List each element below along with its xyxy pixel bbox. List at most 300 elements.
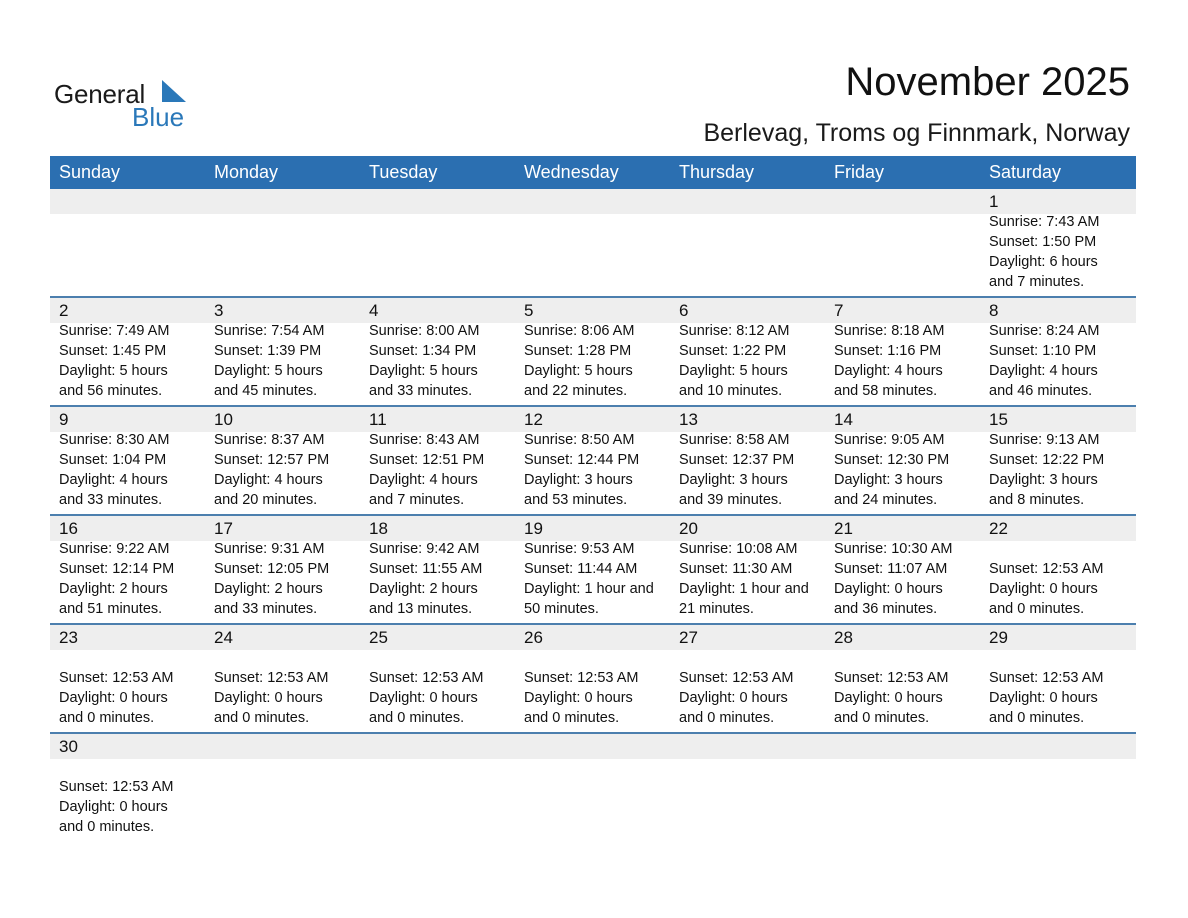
daylight-minutes-text xyxy=(524,817,670,837)
sunrise-text: Sunrise: 8:30 AM xyxy=(59,432,170,448)
brand-triangle-icon xyxy=(158,80,188,104)
sunrise-text xyxy=(214,212,360,232)
sun-info xyxy=(679,430,825,510)
daylight-text xyxy=(679,797,825,817)
daylight-text: Daylight: 2 hours xyxy=(214,581,323,597)
calendar-week-row xyxy=(50,516,1136,625)
day-cell xyxy=(360,625,515,734)
day-number: 25 xyxy=(369,628,388,647)
day-cell xyxy=(825,625,980,734)
day-number xyxy=(834,191,980,212)
sunrise-text xyxy=(524,648,670,668)
day-cell xyxy=(980,298,1136,407)
sun-info xyxy=(369,539,515,619)
daylight-minutes-text: 21 minutes. xyxy=(679,601,754,617)
brand-word-blue: Blue xyxy=(132,102,185,132)
sunset-text: Sunset: 1:39 PM xyxy=(214,343,322,359)
day-cell xyxy=(825,516,980,625)
daylight-text: Daylight: 0 hours xyxy=(214,690,323,706)
sunrise-text xyxy=(59,757,205,777)
day-number: 21 xyxy=(834,519,853,538)
day-cell xyxy=(205,189,360,298)
sun-info xyxy=(834,430,980,510)
day-number: 14 xyxy=(834,410,853,429)
day-cell xyxy=(205,625,360,734)
daylight-text: Daylight: 5 hours xyxy=(524,363,633,379)
sun-info xyxy=(59,539,205,619)
day-cell xyxy=(670,516,825,625)
daylight-minutes-text: and 39 minutes. xyxy=(679,492,783,508)
day-cell xyxy=(515,734,670,843)
sunrise-text xyxy=(679,648,825,668)
daylight-minutes-text: and 0 minutes. xyxy=(524,710,620,726)
sunrise-text xyxy=(369,648,515,668)
calendar-weeks xyxy=(50,189,1136,843)
day-cell xyxy=(360,734,515,843)
location-subtitle: Berlevag, Troms og Finnmark, Norway xyxy=(703,119,1130,147)
sun-info xyxy=(989,430,1136,510)
daylight-text xyxy=(369,797,515,817)
sun-info xyxy=(214,648,360,728)
sunrise-text: Sunrise: 7:54 AM xyxy=(214,323,325,339)
daylight-text: Daylight: 0 hours xyxy=(989,690,1098,706)
sun-info xyxy=(369,757,515,837)
daylight-text: Daylight: 5 hours xyxy=(679,363,788,379)
sunset-text: Sunset: 12:37 PM xyxy=(679,452,795,468)
day-cell xyxy=(980,407,1136,516)
daylight-minutes-text: and 7 minutes. xyxy=(989,274,1085,290)
sun-info xyxy=(679,539,825,619)
sunrise-text: Sunrise: 8:00 AM xyxy=(369,323,480,339)
sun-info xyxy=(214,212,360,292)
calendar-week-row xyxy=(50,298,1136,407)
sun-info xyxy=(989,757,1136,837)
sunrise-text xyxy=(679,212,825,232)
daylight-text xyxy=(524,797,670,817)
sunrise-text: Sunrise: 8:06 AM xyxy=(524,323,635,339)
daylight-minutes-text xyxy=(989,817,1136,837)
sunset-text xyxy=(59,232,205,252)
daylight-minutes-text: and 46 minutes. xyxy=(989,383,1093,399)
day-number xyxy=(834,736,980,757)
sun-info xyxy=(989,648,1136,728)
day-cell xyxy=(50,625,205,734)
page-title: November 2025 xyxy=(845,60,1130,104)
sun-info xyxy=(369,430,515,510)
daylight-text: Daylight: 4 hours xyxy=(214,472,323,488)
day-cell xyxy=(515,625,670,734)
sunrise-text: Sunrise: 10:30 AM xyxy=(834,541,953,557)
weekday-thursday: Thursday xyxy=(679,162,755,182)
day-number: 3 xyxy=(214,301,224,320)
sunset-text: Sunset: 1:04 PM xyxy=(59,452,167,468)
day-number: 24 xyxy=(214,628,233,647)
day-cell xyxy=(50,298,205,407)
sunrise-text xyxy=(989,648,1136,668)
daylight-minutes-text: and 0 minutes. xyxy=(989,601,1085,617)
sun-info xyxy=(524,321,670,401)
sunset-text: Sunset: 1:34 PM xyxy=(369,343,477,359)
daylight-minutes-text xyxy=(524,272,670,292)
daylight-minutes-text: and 22 minutes. xyxy=(524,383,628,399)
day-number xyxy=(59,191,205,212)
sunset-text xyxy=(369,232,515,252)
week-cells xyxy=(50,625,1136,734)
day-cell xyxy=(50,516,205,625)
sunrise-text xyxy=(524,757,670,777)
daylight-minutes-text: and 0 minutes. xyxy=(59,819,155,835)
sunset-text: Sunset: 12:22 PM xyxy=(989,452,1105,468)
weekday-header xyxy=(50,156,1136,189)
day-number: 29 xyxy=(989,628,1008,647)
daylight-minutes-text: and 0 minutes. xyxy=(989,710,1085,726)
daylight-minutes-text: and 0 minutes. xyxy=(214,710,310,726)
sunset-text: Sunset: 1:50 PM xyxy=(989,234,1097,250)
sunset-text: Sunset: 12:53 AM xyxy=(679,670,794,686)
day-number: 17 xyxy=(214,519,233,538)
day-cell xyxy=(980,625,1136,734)
sunrise-text: Sunrise: 9:22 AM xyxy=(59,541,170,557)
sunset-text: Sunset: 1:45 PM xyxy=(59,343,167,359)
sun-info xyxy=(369,212,515,292)
day-cell xyxy=(825,189,980,298)
daylight-text: Daylight: 5 hours xyxy=(369,363,478,379)
sun-info xyxy=(834,321,980,401)
day-cell xyxy=(515,189,670,298)
sun-info xyxy=(59,757,205,837)
day-number: 26 xyxy=(524,628,543,647)
daylight-minutes-text: and 24 minutes. xyxy=(834,492,938,508)
sun-info xyxy=(214,757,360,837)
day-number: 23 xyxy=(59,628,78,647)
sun-info xyxy=(679,757,825,837)
calendar-week-row xyxy=(50,407,1136,516)
sun-info xyxy=(524,757,670,837)
sunset-text: Sunset: 11:30 AM xyxy=(679,561,793,577)
weekday-friday: Friday xyxy=(834,162,885,182)
daylight-minutes-text: and 7 minutes. xyxy=(369,492,465,508)
day-number: 15 xyxy=(989,410,1008,429)
day-number: 30 xyxy=(59,737,78,756)
sunrise-text xyxy=(989,539,1136,559)
sunrise-text: Sunrise: 8:43 AM xyxy=(369,432,480,448)
sunset-text xyxy=(524,777,670,797)
sunrise-text xyxy=(59,212,205,232)
day-cell xyxy=(50,407,205,516)
daylight-text: Daylight: 3 hours xyxy=(834,472,943,488)
sunset-text: Sunset: 12:53 AM xyxy=(834,670,949,686)
day-cell xyxy=(825,407,980,516)
daylight-minutes-text: and 13 minutes. xyxy=(369,601,473,617)
sun-info xyxy=(834,757,980,837)
daylight-minutes-text xyxy=(59,272,205,292)
sunrise-text: Sunrise: 9:53 AM xyxy=(524,541,635,557)
day-number xyxy=(369,736,515,757)
sunset-text: Sunset: 1:28 PM xyxy=(524,343,632,359)
daylight-text xyxy=(214,797,360,817)
sunrise-text: Sunrise: 9:13 AM xyxy=(989,432,1100,448)
sunrise-text: Sunrise: 8:12 AM xyxy=(679,323,790,339)
daylight-minutes-text: and 20 minutes. xyxy=(214,492,318,508)
sunset-text: Sunset: 12:51 PM xyxy=(369,452,485,468)
day-number xyxy=(524,736,670,757)
day-cell xyxy=(670,625,825,734)
day-cell xyxy=(205,298,360,407)
day-number: 7 xyxy=(834,301,844,320)
day-number xyxy=(524,191,670,212)
calendar-week-row xyxy=(50,734,1136,843)
day-number: 28 xyxy=(834,628,853,647)
sunset-text: Sunset: 12:57 PM xyxy=(214,452,330,468)
day-cell xyxy=(360,298,515,407)
daylight-minutes-text: and 36 minutes. xyxy=(834,601,938,617)
daylight-text: Daylight: 0 hours xyxy=(59,799,168,815)
sun-info xyxy=(59,430,205,510)
sun-info xyxy=(214,430,360,510)
daylight-minutes-text: and 10 minutes. xyxy=(679,383,783,399)
daylight-minutes-text: and 33 minutes. xyxy=(369,383,473,399)
daylight-minutes-text: and 33 minutes. xyxy=(214,601,318,617)
daylight-minutes-text: and 0 minutes. xyxy=(59,710,155,726)
sunrise-text: Sunrise: 7:49 AM xyxy=(59,323,170,339)
sunset-text: Sunset: 12:53 AM xyxy=(524,670,639,686)
day-cell xyxy=(515,298,670,407)
day-number: 6 xyxy=(679,301,689,320)
week-cells xyxy=(50,298,1136,407)
sun-info xyxy=(214,321,360,401)
sunrise-text: Sunrise: 8:37 AM xyxy=(214,432,325,448)
week-cells xyxy=(50,734,1136,843)
month-calendar xyxy=(50,156,1136,843)
calendar-week-row xyxy=(50,189,1136,298)
sun-info xyxy=(524,539,670,619)
daylight-text: Daylight: 2 hours xyxy=(59,581,168,597)
day-cell xyxy=(670,298,825,407)
daylight-minutes-text: and 0 minutes. xyxy=(834,710,930,726)
day-cell xyxy=(360,516,515,625)
sunset-text: Sunset: 1:16 PM xyxy=(834,343,942,359)
sun-info xyxy=(59,321,205,401)
sunset-text xyxy=(989,777,1136,797)
sunset-text: Sunset: 1:22 PM xyxy=(679,343,787,359)
day-cell xyxy=(980,189,1136,298)
day-cell xyxy=(205,516,360,625)
day-number: 4 xyxy=(369,301,379,320)
day-number: 13 xyxy=(679,410,698,429)
daylight-minutes-text: and 51 minutes. xyxy=(59,601,163,617)
sunrise-text: Sunrise: 9:05 AM xyxy=(834,432,945,448)
sunset-text: Sunset: 12:53 AM xyxy=(214,670,329,686)
daylight-text: Daylight: 3 hours xyxy=(524,472,633,488)
daylight-text: Daylight: 0 hours xyxy=(369,690,478,706)
sunrise-text xyxy=(524,212,670,232)
sunset-text: Sunset: 12:14 PM xyxy=(59,561,175,577)
daylight-minutes-text: and 53 minutes. xyxy=(524,492,628,508)
weekday-tuesday: Tuesday xyxy=(369,162,438,182)
daylight-text xyxy=(679,252,825,272)
sun-info xyxy=(524,212,670,292)
sunrise-text xyxy=(834,212,980,232)
daylight-minutes-text xyxy=(214,817,360,837)
sunset-text: Sunset: 12:44 PM xyxy=(524,452,640,468)
sunset-text: Sunset: 12:30 PM xyxy=(834,452,950,468)
sun-info xyxy=(834,648,980,728)
sunset-text xyxy=(834,777,980,797)
day-number: 2 xyxy=(59,301,69,320)
day-cell xyxy=(670,407,825,516)
daylight-text: Daylight: 1 hour and xyxy=(524,581,654,597)
sunset-text: Sunset: 12:53 AM xyxy=(369,670,484,686)
daylight-text: Daylight: 6 hours xyxy=(989,254,1098,270)
daylight-minutes-text xyxy=(214,272,360,292)
weekday-saturday: Saturday xyxy=(989,162,1062,182)
daylight-text: Daylight: 0 hours xyxy=(834,690,943,706)
sunset-text xyxy=(524,232,670,252)
sun-info xyxy=(524,430,670,510)
sun-info xyxy=(834,212,980,292)
day-number xyxy=(679,191,825,212)
sun-info xyxy=(59,212,205,292)
daylight-text: Daylight: 3 hours xyxy=(679,472,788,488)
day-number: 1 xyxy=(989,192,999,211)
week-cells xyxy=(50,189,1136,298)
sunset-text: Sunset: 11:07 AM xyxy=(834,561,948,577)
day-cell xyxy=(670,189,825,298)
sunset-text: Sunset: 11:55 AM xyxy=(369,561,483,577)
day-number xyxy=(214,736,360,757)
daylight-text: Daylight: 0 hours xyxy=(834,581,943,597)
sunrise-text xyxy=(679,757,825,777)
day-number xyxy=(214,191,360,212)
day-number: 11 xyxy=(369,410,387,429)
daylight-minutes-text: and 56 minutes. xyxy=(59,383,163,399)
day-cell xyxy=(50,734,205,843)
daylight-minutes-text: and 45 minutes. xyxy=(214,383,318,399)
day-number: 9 xyxy=(59,410,69,429)
sun-info xyxy=(679,321,825,401)
day-cell xyxy=(515,407,670,516)
sunset-text: Sunset: 11:44 AM xyxy=(524,561,638,577)
day-cell xyxy=(670,734,825,843)
daylight-text: Daylight: 5 hours xyxy=(214,363,323,379)
sun-info xyxy=(369,648,515,728)
day-number: 10 xyxy=(214,410,233,429)
sunrise-text: Sunrise: 10:08 AM xyxy=(679,541,798,557)
sunrise-text xyxy=(989,757,1136,777)
day-cell xyxy=(980,734,1136,843)
brand-logo xyxy=(54,76,194,132)
daylight-text: Daylight: 3 hours xyxy=(989,472,1098,488)
sun-info xyxy=(989,212,1136,292)
sunrise-text: Sunrise: 8:50 AM xyxy=(524,432,635,448)
daylight-text: Daylight: 5 hours xyxy=(59,363,168,379)
sunset-text xyxy=(834,232,980,252)
daylight-text xyxy=(59,252,205,272)
daylight-minutes-text: and 33 minutes. xyxy=(59,492,163,508)
weekday-wednesday: Wednesday xyxy=(524,162,619,182)
day-cell xyxy=(50,189,205,298)
daylight-text: Daylight: 0 hours xyxy=(59,690,168,706)
day-number xyxy=(679,736,825,757)
daylight-text xyxy=(989,797,1136,817)
day-number xyxy=(369,191,515,212)
day-cell xyxy=(205,407,360,516)
daylight-minutes-text xyxy=(834,272,980,292)
sun-info xyxy=(59,648,205,728)
daylight-text xyxy=(834,252,980,272)
sun-info xyxy=(989,539,1136,619)
sunset-text: Sunset: 12:53 AM xyxy=(989,561,1104,577)
daylight-minutes-text: and 0 minutes. xyxy=(679,710,775,726)
daylight-text: Daylight: 4 hours xyxy=(59,472,168,488)
day-cell xyxy=(360,189,515,298)
sunrise-text xyxy=(59,648,205,668)
day-number: 27 xyxy=(679,628,698,647)
day-number: 18 xyxy=(369,519,388,538)
weekday-sunday: Sunday xyxy=(59,162,121,182)
sunrise-text: Sunrise: 8:18 AM xyxy=(834,323,945,339)
sun-info xyxy=(369,321,515,401)
daylight-minutes-text xyxy=(679,817,825,837)
day-cell xyxy=(205,734,360,843)
sunset-text: Sunset: 12:53 AM xyxy=(989,670,1104,686)
daylight-minutes-text: and 0 minutes. xyxy=(369,710,465,726)
sunrise-text: Sunrise: 8:58 AM xyxy=(679,432,790,448)
week-cells xyxy=(50,516,1136,625)
day-number: 5 xyxy=(524,301,534,320)
day-cell xyxy=(825,734,980,843)
sunset-text xyxy=(369,777,515,797)
sunset-text: Sunset: 12:53 AM xyxy=(59,670,174,686)
sun-info xyxy=(679,212,825,292)
sunrise-text xyxy=(369,212,515,232)
daylight-minutes-text: and 8 minutes. xyxy=(989,492,1085,508)
daylight-text: Daylight: 0 hours xyxy=(989,581,1098,597)
daylight-minutes-text xyxy=(369,272,515,292)
daylight-text: Daylight: 2 hours xyxy=(369,581,478,597)
day-cell xyxy=(360,407,515,516)
sunrise-text: Sunrise: 8:24 AM xyxy=(989,323,1100,339)
daylight-minutes-text xyxy=(369,817,515,837)
daylight-minutes-text: and 58 minutes. xyxy=(834,383,938,399)
brand-word-general: General xyxy=(54,79,146,109)
sunset-text: Sunset: 12:53 AM xyxy=(59,779,174,795)
sun-info xyxy=(214,539,360,619)
sunset-text xyxy=(679,777,825,797)
sunset-text xyxy=(214,232,360,252)
daylight-minutes-text xyxy=(834,817,980,837)
daylight-minutes-text: 50 minutes. xyxy=(524,601,599,617)
day-number: 19 xyxy=(524,519,543,538)
sunset-text: Sunset: 12:05 PM xyxy=(214,561,330,577)
sunset-text: Sunset: 1:10 PM xyxy=(989,343,1097,359)
sunset-text xyxy=(214,777,360,797)
day-number: 22 xyxy=(989,519,1008,538)
sun-info xyxy=(524,648,670,728)
daylight-text xyxy=(834,797,980,817)
sunrise-text: Sunrise: 7:43 AM xyxy=(989,214,1100,230)
sunrise-text: Sunrise: 9:31 AM xyxy=(214,541,325,557)
daylight-text: Daylight: 4 hours xyxy=(989,363,1098,379)
calendar-week-row xyxy=(50,625,1136,734)
day-cell xyxy=(980,516,1136,625)
daylight-minutes-text xyxy=(679,272,825,292)
sunrise-text xyxy=(834,648,980,668)
sunset-text xyxy=(679,232,825,252)
day-number: 20 xyxy=(679,519,698,538)
day-number: 12 xyxy=(524,410,543,429)
daylight-text: Daylight: 4 hours xyxy=(834,363,943,379)
